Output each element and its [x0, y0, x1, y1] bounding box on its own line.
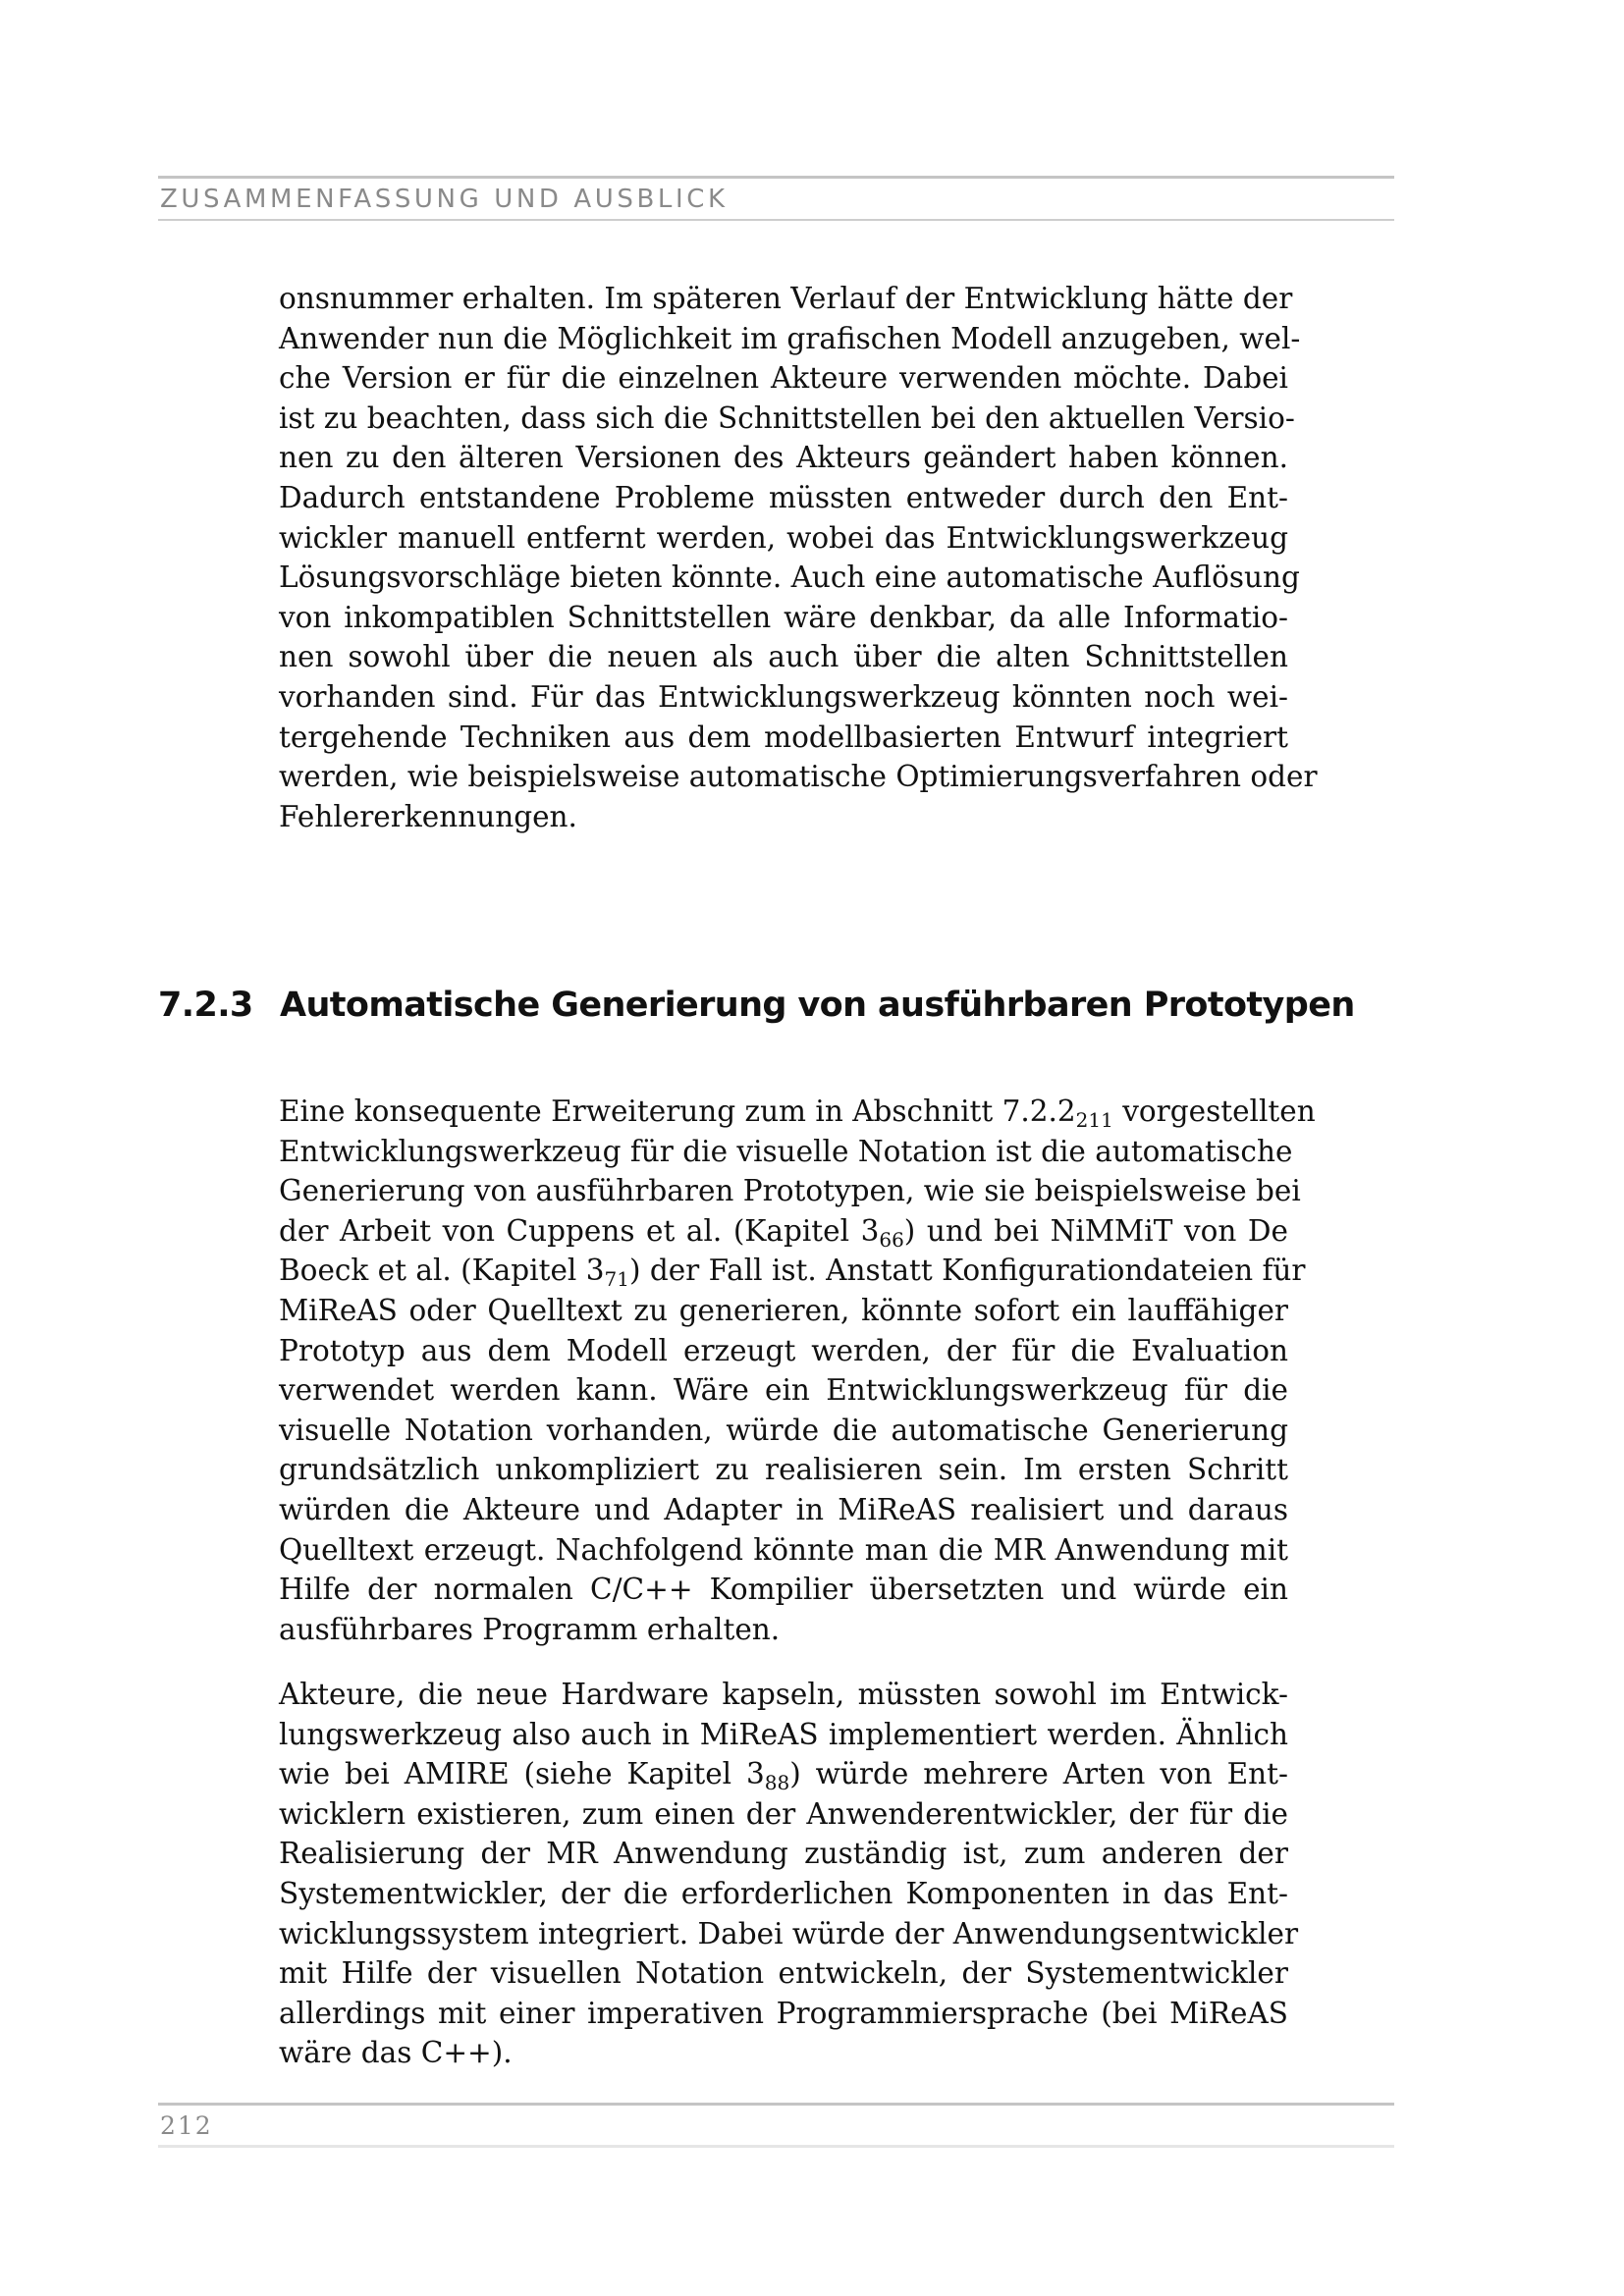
text-line: visuelle Notation vorhanden, würde die automatische Generierung	[279, 1413, 1288, 1447]
text-line: wicklern existieren, zum einen der Anwenderentwickler, der für die	[279, 1796, 1288, 1831]
text-line: onsnummer erhalten. Im späteren Verlauf der Entwicklung hätte der	[279, 282, 1293, 315]
section-reference-link[interactable]: 211	[1075, 1108, 1113, 1132]
text-line: nen sowohl über die neuen als auch über die alten Schnittstellen	[279, 640, 1288, 674]
section-heading	[158, 984, 1355, 1027]
text-line: werden, wie beispielsweise automatische Optimierungsverfahren oder	[279, 760, 1318, 794]
text-line: nen zu den älteren Versionen des Akteurs geändert haben können.	[279, 441, 1288, 475]
running-header	[158, 176, 1394, 221]
text-line: verwendet werden kann. Wäre ein Entwicklungswerkzeug für die	[279, 1373, 1288, 1408]
text-line: lungswerkzeug also auch in MiReAS implementiert werden. Ähnlich	[279, 1717, 1288, 1751]
text-line: wäre das C++).	[279, 2036, 513, 2070]
text-line: Systementwickler, der die erforderlichen Komponenten in das Ent-	[279, 1876, 1288, 1910]
text-line: Lösungsvorschläge bieten könnte. Auch eine automatische Auflösung	[279, 561, 1300, 595]
text-line: Prototyp aus dem Modell erzeugt werden, der für die Evaluation	[279, 1333, 1288, 1367]
text-line: Entwicklungswerkzeug für die visuelle Notation ist die automatische	[279, 1134, 1293, 1168]
text-line: vorhanden sind. Für das Entwicklungswerkzeug könnten noch wei-	[279, 679, 1288, 714]
text-segment: ) der Fall ist. Anstatt Konfigurationdateien für	[628, 1254, 1306, 1288]
text-line: Generierung von ausführbaren Prototypen, wie sie beispielsweise bei	[279, 1174, 1301, 1208]
text-segment: wie bei AMIRE (siehe Kapitel 3	[279, 1757, 765, 1791]
text-line	[279, 1092, 1316, 1132]
text-line: Akteure, die neue Hardware kapseln, müssten sowohl im Entwick-	[279, 1678, 1288, 1711]
text-line: von inkompatiblen Schnittstellen wäre denkbar, da alle Informatio-	[279, 600, 1288, 634]
text-line: würden die Akteure und Adapter in MiReAS realisiert und daraus	[279, 1492, 1288, 1526]
text-line: wickler manuell entfernt werden, wobei das Entwicklungswerkzeug	[279, 520, 1288, 555]
text-segment: der Arbeit von Cuppens et al. (Kapitel 3	[279, 1213, 880, 1248]
paragraph-developers	[279, 1675, 1299, 2073]
text-line	[279, 1754, 1288, 1794]
text-line: Quelltext erzeugt. Nachfolgend könnte man die MR Anwendung mit	[279, 1532, 1288, 1567]
text-line	[279, 1211, 1288, 1252]
text-line: allerdings mit einer imperativen Programmiersprache (bei MiReAS	[279, 1996, 1288, 2030]
chapter-reference-link[interactable]: 71	[604, 1267, 629, 1292]
text-line: wicklungssystem integriert. Dabei würde der Anwendungsentwickler	[279, 1916, 1299, 1950]
text-line: MiReAS oder Quelltext zu generieren, könnte sofort ein lauffähiger	[279, 1293, 1288, 1327]
running-footer	[158, 2103, 1394, 2148]
text-line: Hilfe der normalen C/C++ Kompilier übersetzten und würde ein	[279, 1573, 1288, 1607]
section-title: Automatische Generierung von ausführbaren Prototypen	[280, 986, 1355, 1025]
text-segment: ) und bei NiMMiT von De	[903, 1213, 1288, 1248]
text-line: ausführbares Programm erhalten.	[279, 1612, 781, 1646]
page-number: 212	[160, 2111, 213, 2140]
paragraph-generation	[279, 1092, 1316, 1649]
text-segment: ) würde mehrere Arten von Ent-	[789, 1757, 1288, 1791]
text-line: mit Hilfe der visuellen Notation entwickeln, der Systementwickler	[279, 1956, 1288, 1991]
text-line: Dadurch entstandene Probleme müssten entweder durch den Ent-	[279, 480, 1288, 514]
text-line	[279, 1251, 1306, 1292]
chapter-reference-link[interactable]: 66	[879, 1227, 904, 1252]
text-line: grundsätzlich unkompliziert zu realisieren sein. Im ersten Schritt	[279, 1453, 1288, 1487]
text-segment: Boeck et al. (Kapitel 3	[279, 1254, 605, 1288]
text-line: Fehlererkennungen.	[279, 799, 577, 833]
text-segment: vorgestellten	[1112, 1095, 1316, 1128]
text-line: Realisierung der MR Anwendung zuständig ist, zum anderen der	[279, 1837, 1288, 1871]
text-segment: Eine konsequente Erweiterung zum in Abschnitt 7.2.2	[279, 1095, 1076, 1128]
text-line: tergehende Techniken aus dem modellbasierten Entwurf integriert	[279, 720, 1288, 754]
text-line: che Version er für die einzelnen Akteure verwenden möchte. Dabei	[279, 361, 1288, 396]
section-number: 7.2.3	[158, 986, 253, 1025]
text-line: Anwender nun die Möglichkeit im grafischen Modell anzugeben, wel-	[279, 321, 1301, 355]
chapter-reference-link[interactable]: 88	[764, 1771, 790, 1795]
paragraph-continuation	[279, 279, 1318, 836]
text-line: ist zu beachten, dass sich die Schnittstellen bei den aktuellen Versio-	[279, 400, 1295, 435]
running-header-title: ZUSAMMENFASSUNG UND AUSBLICK	[160, 185, 729, 214]
